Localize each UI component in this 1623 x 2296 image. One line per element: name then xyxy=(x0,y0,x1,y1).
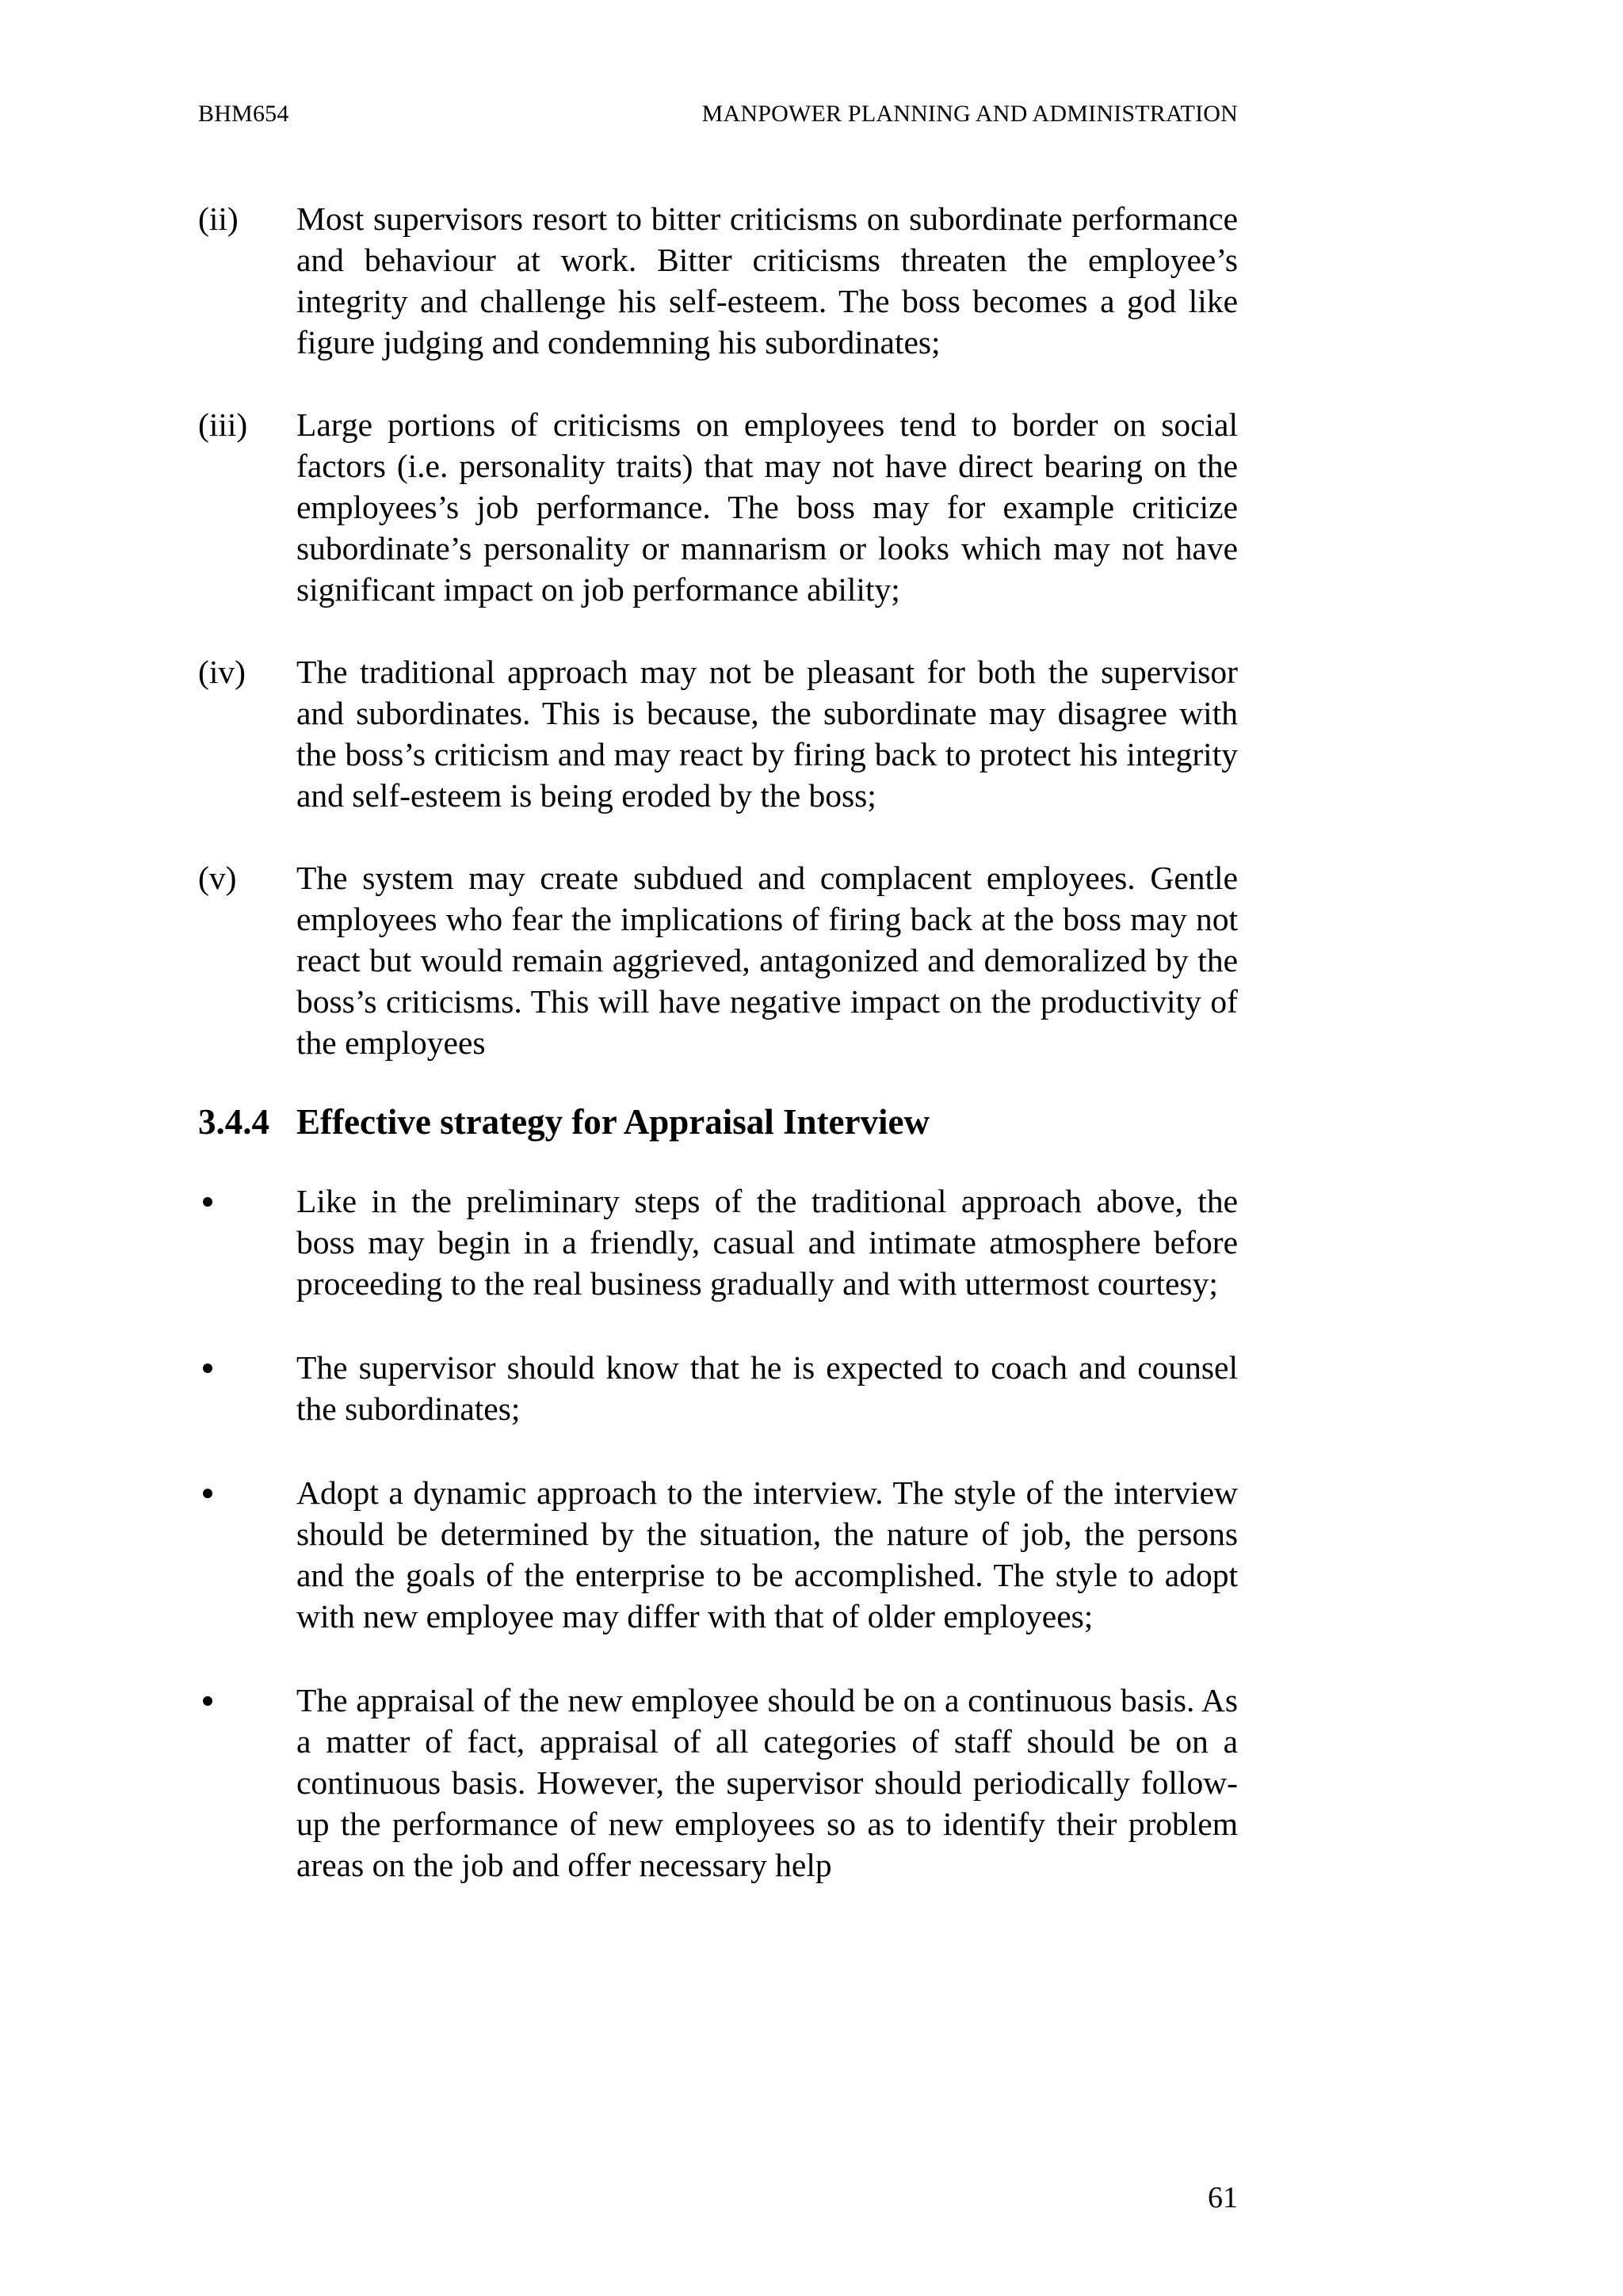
course-title: MANPOWER PLANNING AND ADMINISTRATION xyxy=(701,101,1238,127)
bullet-icon xyxy=(203,1489,212,1498)
page-number: 61 xyxy=(1208,2181,1238,2214)
bullet-item-text: The supervisor should know that he is expected to coach and counsel the subordinates; xyxy=(296,1349,1238,1427)
list-item xyxy=(198,651,1238,816)
list-item xyxy=(198,857,1238,1063)
section-title: Effective strategy for Appraisal Interview xyxy=(296,1102,930,1142)
page-content xyxy=(198,198,1238,1886)
list-item xyxy=(198,198,1238,363)
course-code: BHM654 xyxy=(198,101,289,127)
list-item-text: The traditional approach may not be pleasant for both the supervisor and subordinates. This is because, the subordinate may disagree with the boss’s criticism and may react by firing back to protect his integrity and self-esteem is being eroded by the boss; xyxy=(296,654,1238,814)
list-item-text: The system may create subdued and complacent employees. Gentle employees who fear the implications of firing back at the boss may not react but would remain aggrieved, antagonized and demoralized by the boss’s criticisms. This will have negative impact on the productivity of the employees xyxy=(296,860,1238,1061)
numbered-list xyxy=(198,198,1238,1063)
bullet-list xyxy=(198,1180,1238,1886)
bullet-item xyxy=(198,1680,1238,1886)
list-item-marker: (iii) xyxy=(198,406,248,443)
bullet-item xyxy=(198,1472,1238,1637)
bullet-item-text: Like in the preliminary steps of the traditional approach above, the boss may begin in a friendly, casual and intimate atmosphere before proceeding to the real business gradually and with uttermost courtesy; xyxy=(296,1183,1238,1302)
list-item-text: Large portions of criticisms on employees tend to border on social factors (i.e. personality traits) that may not have direct bearing on the employees’s job performance. The boss may for example criticize subordinate’s personality or mannarism or looks which may not have significant impact on job performance ability; xyxy=(296,406,1238,608)
bullet-item-text: Adopt a dynamic approach to the interview. The style of the interview should be determined by the situation, the nature of job, the persons and the goals of the enterprise to be accomplished. The style to adopt with new employee may differ with that of older employees; xyxy=(296,1474,1238,1634)
list-item xyxy=(198,404,1238,610)
list-item-text: Most supervisors resort to bitter criticisms on subordinate performance and behaviour at work. Bitter criticisms threaten the employee’s integrity and challenge his self-esteem. The boss becomes a god like figure judging and condemning his subordinates; xyxy=(296,200,1238,360)
bullet-item xyxy=(198,1180,1238,1304)
list-item-marker: (v) xyxy=(198,860,237,896)
bullet-icon xyxy=(203,1696,212,1706)
list-item-marker: (ii) xyxy=(198,200,239,237)
bullet-item xyxy=(198,1347,1238,1429)
list-item-marker: (iv) xyxy=(198,654,246,690)
bullet-item-text: The appraisal of the new employee should be on a continuous basis. As a matter of fact, appraisal of all categories of staff should be on a continuous basis. However, the supervisor should periodically follow-up the performance of new employees so as to identify their problem areas on the job and offer necessary help xyxy=(296,1682,1238,1883)
bullet-icon xyxy=(203,1363,212,1373)
section-number: 3.4.4 xyxy=(198,1102,269,1142)
bullet-icon xyxy=(203,1197,212,1207)
section-heading xyxy=(198,1100,1238,1144)
